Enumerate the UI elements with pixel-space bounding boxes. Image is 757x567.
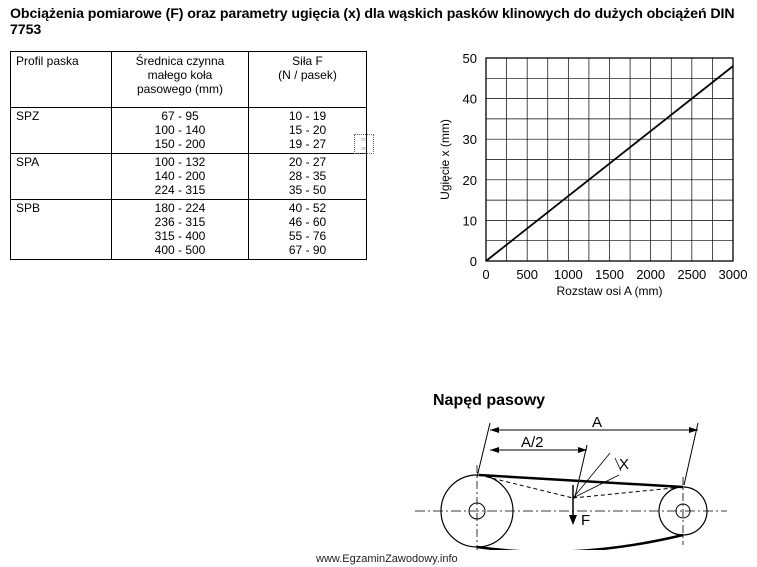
diameter-cell: 180 - 224 236 - 315 315 - 400 400 - 500 <box>112 200 249 260</box>
belt-table <box>10 51 367 260</box>
belt-upper <box>479 475 683 487</box>
x-leader-1 <box>573 453 610 498</box>
x-tick-label: 1500 <box>595 267 624 282</box>
x-tick-label: 500 <box>516 267 539 282</box>
deflection-chart <box>430 48 750 306</box>
belt-deflected-right <box>573 487 683 498</box>
x-tick-label: 2500 <box>677 267 707 282</box>
table-row <box>11 200 367 260</box>
y-tick-label: 0 <box>469 254 477 269</box>
header-profile: Profil paska <box>11 52 112 108</box>
chart-grid <box>486 58 733 261</box>
label-a2: A/2 <box>521 434 544 451</box>
x-tick-label: 1000 <box>553 267 583 282</box>
y-tick-label: 50 <box>462 51 477 66</box>
header-force: Siła F (N / pasek) <box>249 52 367 108</box>
x-tick-label: 0 <box>482 267 490 282</box>
label-a: A <box>592 414 603 431</box>
diameter-cell: 100 - 132 140 - 200 224 - 315 <box>112 154 249 200</box>
page-title: Obciążenia pomiarowe (F) oraz parametry ugięcia (x) dla wąskich pasków klinowych do dużych obciążeń DIN 7753 <box>10 6 735 38</box>
profile-cell: SPZ <box>11 108 112 154</box>
arrow-down-icon <box>569 515 577 525</box>
x-axis-label: Rozstaw osi A (mm) <box>556 284 663 298</box>
diagram-title: Napęd pasowy <box>433 392 546 409</box>
broken-image-icon: ▫▫ ▫▫ <box>354 134 374 154</box>
force-cell: 20 - 27 28 - 35 35 - 50 <box>249 154 367 200</box>
x-tick-label: 2000 <box>636 267 666 282</box>
y-tick-label: 20 <box>462 172 477 188</box>
belt-drive-diagram <box>415 385 735 550</box>
label-x: X <box>619 456 630 473</box>
belt-lower <box>477 535 683 550</box>
force-cell: 40 - 52 46 - 60 55 - 76 67 - 90 <box>249 200 367 260</box>
header-diameter: Średnica czynna małego koła pasowego (mm) <box>112 52 249 108</box>
table-row <box>11 108 367 154</box>
table-row <box>11 154 367 200</box>
y-tick-label: 10 <box>462 213 477 229</box>
extension-line-left <box>477 423 490 477</box>
arrow-left-icon <box>490 427 499 433</box>
diameter-cell: 67 - 95 100 - 140 150 - 200 <box>112 108 249 154</box>
y-tick-label: 40 <box>462 91 477 107</box>
profile-cell: SPB <box>11 200 112 260</box>
arrow-left-icon <box>490 447 499 453</box>
x-leader-2 <box>573 475 619 498</box>
label-f: F <box>581 512 591 529</box>
x-tick-label: 3000 <box>718 267 748 282</box>
force-cell: 10 - 19 15 - 20 19 - 27 <box>249 108 367 154</box>
y-axis-label: Ugięcie x (mm) <box>438 119 452 200</box>
profile-cell: SPA <box>11 154 112 200</box>
extension-line-mid <box>575 445 587 497</box>
watermark: www.EgzaminZawodowy.info <box>316 553 458 565</box>
y-tick-label: 30 <box>462 132 477 148</box>
